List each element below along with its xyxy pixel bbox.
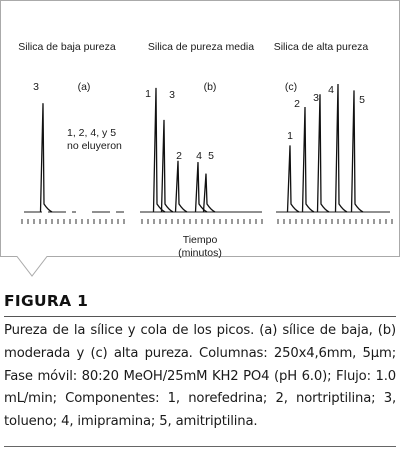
bottom-divider	[4, 446, 396, 447]
peak-label: 3	[169, 89, 175, 101]
panel-title: Silica de pureza media	[147, 41, 255, 53]
peak-label: 4	[328, 84, 334, 96]
peak-label: 4	[196, 150, 202, 162]
peak-label: 2	[176, 150, 182, 162]
heading-divider	[4, 316, 396, 317]
panel-label: (c)	[284, 81, 298, 93]
panel-title: Silica de baja pureza	[18, 41, 116, 53]
peak-label: 2	[294, 98, 300, 110]
panel-annotation: no eluyeron	[67, 140, 122, 152]
panel-label: (b)	[203, 81, 217, 93]
peak-label: 1	[287, 130, 293, 142]
peak-label: 3	[33, 81, 39, 93]
figure-heading: FIGURA 1	[4, 292, 89, 310]
panel-annotation: 1, 2, 4, y 5	[67, 127, 117, 139]
panel-title: Silica de alta pureza	[273, 41, 369, 53]
x-axis-label-unit: (minutos)	[178, 247, 222, 259]
peak-label: 3	[313, 92, 319, 104]
figure-caption: Pureza de la sílice y cola de los picos. (a) sílice de baja, (b) moderada y (c) alta pureza. Columnas: 250x4,6mm, 5µm; Fase móvil: 80:20 MeOH/25mM KH2 PO4 (pH 6.0); Flujo: 1.0 mL/min; Componentes: 1, norefedrina; 2, nortriptilina; 3, tolueno; 4, imipramina; 5, amitriptilina.	[4, 323, 396, 430]
panel-label: (a)	[77, 81, 91, 93]
peak-label: 5	[359, 94, 365, 106]
x-axis-label: Tiempo	[182, 234, 218, 246]
peak-label: 5	[208, 150, 214, 162]
peak-label: 1	[145, 88, 151, 100]
